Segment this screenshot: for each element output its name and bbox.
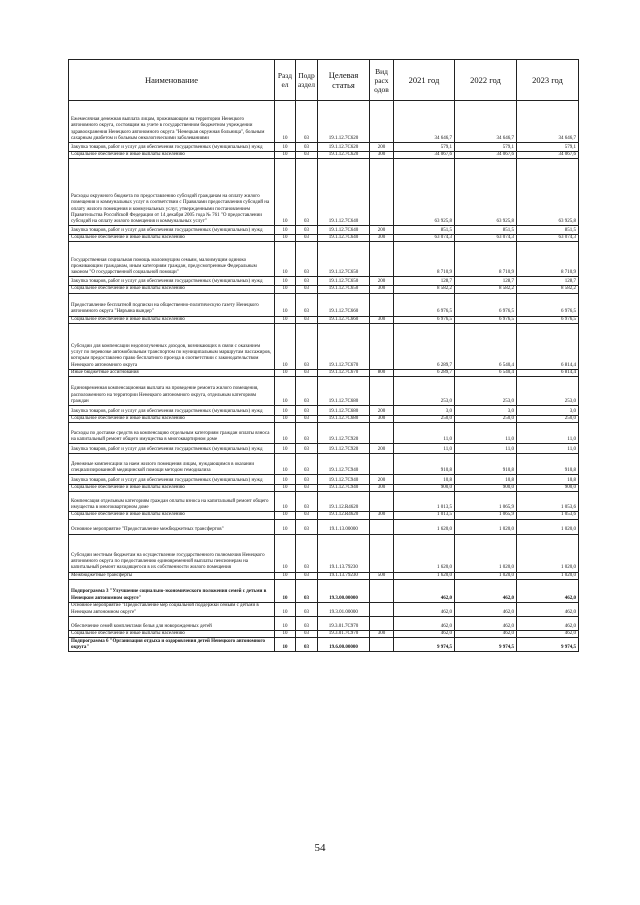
row-razdel: 10 [275, 143, 296, 152]
row-value-2023: 1 053,6 [517, 492, 579, 512]
row-expense-type: 200 [370, 226, 394, 235]
row-podrazdel: 03 [296, 616, 318, 630]
row-value-2022: 34 067,6 [455, 152, 517, 159]
row-name: Социальное обеспечение и иные выплаты населению [69, 512, 275, 519]
row-value-2022: 10,8 [455, 475, 517, 485]
row-value-2023: 63 074,3 [517, 235, 579, 242]
table-row [69, 630, 579, 637]
table-row [69, 416, 579, 423]
table-row [69, 616, 579, 630]
table-row [69, 454, 579, 475]
row-target-article: 19.1.12.7С640 [318, 159, 370, 226]
row-podrazdel: 03 [296, 485, 318, 492]
row-value-2021: 128,7 [394, 277, 455, 286]
row-razdel: 10 [275, 519, 296, 534]
row-razdel: 10 [275, 152, 296, 159]
row-name: Социальное обеспечение и иные выплаты населению [69, 316, 275, 323]
table-row [69, 235, 579, 242]
row-target-article: 19.1.12.7С640 [318, 235, 370, 242]
budget-table [68, 59, 579, 652]
page-number: 54 [314, 842, 326, 854]
row-expense-type [370, 242, 394, 277]
table-row [69, 377, 579, 406]
row-target-article: 19.1.12.7С620 [318, 101, 370, 143]
row-value-2021: 63 925,8 [394, 159, 455, 226]
row-value-2021: 851,5 [394, 226, 455, 235]
row-podrazdel: 03 [296, 602, 318, 616]
table-row [69, 323, 579, 369]
row-value-2023: 910,8 [517, 454, 579, 475]
row-name: Социальное обеспечение и иные выплаты населению [69, 630, 275, 637]
row-target-article: 19.1.12.7С660 [318, 316, 370, 323]
row-value-2021: 462,0 [394, 602, 455, 616]
row-value-2023: 9 974,5 [517, 638, 579, 652]
row-value-2022: 579,1 [455, 143, 517, 152]
col-header-name: Наименование [69, 60, 275, 101]
row-expense-type [370, 423, 394, 444]
row-value-2021: 1 620,0 [394, 534, 455, 572]
row-value-2022: 11,0 [455, 423, 517, 444]
row-value-2022: 462,0 [455, 579, 517, 602]
row-podrazdel: 03 [296, 323, 318, 369]
row-value-2021: 1 013,5 [394, 492, 455, 512]
row-target-article: 19.1.12.R4620 [318, 492, 370, 512]
row-value-2023: 1 020,0 [517, 534, 579, 572]
row-value-2023: 462,0 [517, 579, 579, 602]
row-podrazdel: 03 [296, 512, 318, 519]
row-value-2022: 6 976,5 [455, 293, 517, 316]
row-expense-type [370, 638, 394, 652]
row-target-article: 19.1.12.R4620 [318, 512, 370, 519]
table-row [69, 534, 579, 572]
row-value-2023: 250,0 [517, 416, 579, 423]
row-name: Расходы окружного бюджета по предоставлению субсидий гражданам на оплату жилого помещения и коммунальных услуг в соответствии с Правилами предоставления субсидий на оплату жилого помещения и коммунальных услуг, утвержденными постановлением Правительства Российской Федерации от 14 декабря 2005 года № 761 "О предоставлении субсидий на оплату жилого помещения и коммунальных услуг" [69, 159, 275, 226]
table-body [69, 101, 579, 652]
row-value-2021: 34 646,7 [394, 101, 455, 143]
row-value-2021: 11,0 [394, 423, 455, 444]
row-expense-type: 300 [370, 630, 394, 637]
table-row [69, 519, 579, 534]
row-value-2021: 1 620,0 [394, 572, 455, 579]
row-razdel: 10 [275, 406, 296, 416]
row-value-2022: 63 925,8 [455, 159, 517, 226]
row-podrazdel: 03 [296, 235, 318, 242]
row-value-2021: 34 067,6 [394, 152, 455, 159]
row-value-2021: 6 289,7 [394, 323, 455, 369]
table-row [69, 316, 579, 323]
row-razdel: 10 [275, 293, 296, 316]
row-value-2022: 6 540,4 [455, 323, 517, 369]
row-target-article: 19.1.12.7С650 [318, 242, 370, 277]
row-target-article: 19.1.12.7С620 [318, 152, 370, 159]
row-razdel: 10 [275, 377, 296, 406]
row-podrazdel: 03 [296, 638, 318, 652]
row-name: Основное мероприятие "Предоставление межбюджетных трансфертов" [69, 519, 275, 534]
row-podrazdel: 03 [296, 534, 318, 572]
row-value-2023: 6 814,4 [517, 323, 579, 369]
row-value-2022: 1 020,0 [455, 519, 517, 534]
row-value-2022: 250,0 [455, 416, 517, 423]
row-expense-type: 300 [370, 485, 394, 492]
row-value-2022: 851,5 [455, 226, 517, 235]
row-name: Закупка товаров, работ и услуг для обеспечения государственных (муниципальных) нужд [69, 143, 275, 152]
table-row [69, 159, 579, 226]
row-value-2021: 3,0 [394, 406, 455, 416]
row-value-2022: 34 646,7 [455, 101, 517, 143]
table-row [69, 572, 579, 579]
row-target-article: 19.1.12.7С650 [318, 286, 370, 293]
row-expense-type [370, 454, 394, 475]
row-expense-type: 500 [370, 572, 394, 579]
row-value-2021: 63 074,3 [394, 235, 455, 242]
row-razdel: 10 [275, 101, 296, 143]
row-expense-type [370, 579, 394, 602]
row-name: Закупка товаров, работ и услуг для обеспечения государственных (муниципальных) нужд [69, 444, 275, 454]
row-value-2021: 250,0 [394, 416, 455, 423]
row-target-article: 19.1.12.7С640 [318, 226, 370, 235]
row-razdel: 10 [275, 286, 296, 293]
row-target-article: 19.1.12.7С620 [318, 143, 370, 152]
row-value-2021: 462,0 [394, 616, 455, 630]
row-value-2023: 579,1 [517, 143, 579, 152]
row-value-2022: 128,7 [455, 277, 517, 286]
row-expense-type: 300 [370, 152, 394, 159]
row-podrazdel: 03 [296, 369, 318, 376]
row-target-article: 19.1.12.7С920 [318, 423, 370, 444]
row-value-2023: 128,7 [517, 277, 579, 286]
row-podrazdel: 03 [296, 416, 318, 423]
row-podrazdel: 03 [296, 159, 318, 226]
table-row [69, 423, 579, 444]
row-value-2023: 11,0 [517, 423, 579, 444]
row-expense-type: 200 [370, 143, 394, 152]
row-value-2022: 8 582,2 [455, 286, 517, 293]
row-razdel: 10 [275, 323, 296, 369]
col-header-2021: 2021 год [394, 60, 455, 101]
row-value-2021: 11,0 [394, 444, 455, 454]
row-expense-type [370, 519, 394, 534]
table-row [69, 101, 579, 143]
table-row [69, 579, 579, 602]
row-expense-type [370, 101, 394, 143]
row-target-article: 19.1.13.79230 [318, 534, 370, 572]
row-podrazdel: 03 [296, 226, 318, 235]
row-expense-type: 300 [370, 286, 394, 293]
row-podrazdel: 03 [296, 293, 318, 316]
row-target-article: 19.1.12.7С920 [318, 444, 370, 454]
row-value-2021: 910,8 [394, 454, 455, 475]
row-razdel: 10 [275, 512, 296, 519]
row-value-2021: 462,0 [394, 630, 455, 637]
row-name: Единовременная компенсационная выплата на проведение ремонта жилого помещения, расположенного на территории Ненецкого автономного округа, отдельным категориям граждан [69, 377, 275, 406]
row-expense-type [370, 377, 394, 406]
table-row [69, 492, 579, 512]
row-name: Расходы по доставке средств на компенсацию отдельным категориям граждан оплаты взноса на капитальный ремонт общего имущества в многоквартирном доме [69, 423, 275, 444]
row-expense-type [370, 492, 394, 512]
row-expense-type: 300 [370, 512, 394, 519]
table-row [69, 369, 579, 376]
row-name: Обеспечение семей комплектами белья для новорожденных детей [69, 616, 275, 630]
row-razdel: 10 [275, 602, 296, 616]
row-value-2023: 34 067,6 [517, 152, 579, 159]
row-value-2022: 6 540,4 [455, 369, 517, 376]
row-name: Ежемесячная денежная выплата лицам, проживающим на территории Ненецкого автономного округа, состоящим на учете в государственном бюджетном учреждении здравоохранения Ненецкого автономного округа "Ненецкая окружная больница", больным сахарным диабетом и больным онкологическими заболеваниями [69, 101, 275, 143]
row-razdel: 10 [275, 485, 296, 492]
row-name: Иные бюджетные ассигнования [69, 369, 275, 376]
row-value-2022: 1 020,0 [455, 572, 517, 579]
row-value-2022: 63 074,3 [455, 235, 517, 242]
row-value-2023: 10,8 [517, 475, 579, 485]
row-value-2023: 6 976,5 [517, 316, 579, 323]
table-row [69, 286, 579, 293]
row-name: Основное мероприятие "Предоставление мер социальной поддержки семьям с детьми в Ненецком автономном округе" [69, 602, 275, 616]
row-value-2023: 8 710,9 [517, 242, 579, 277]
row-podrazdel: 03 [296, 152, 318, 159]
row-expense-type: 300 [370, 416, 394, 423]
row-expense-type [370, 534, 394, 572]
row-target-article: 19.1.12.7С660 [318, 293, 370, 316]
row-value-2023: 900,0 [517, 485, 579, 492]
row-value-2021: 579,1 [394, 143, 455, 152]
row-value-2022: 1 020,0 [455, 534, 517, 572]
row-name: Социальное обеспечение и иные выплаты населению [69, 416, 275, 423]
row-podrazdel: 03 [296, 377, 318, 406]
row-expense-type [370, 616, 394, 630]
row-target-article: 19.1.12.7С650 [318, 277, 370, 286]
row-target-article: 19.1.12.7С670 [318, 323, 370, 369]
table-header-row [69, 60, 579, 101]
row-name: Межбюджетные трансферты [69, 572, 275, 579]
table-row [69, 152, 579, 159]
row-podrazdel: 03 [296, 572, 318, 579]
table-row [69, 512, 579, 519]
row-razdel: 10 [275, 579, 296, 602]
row-name: Социальное обеспечение и иные выплаты населению [69, 152, 275, 159]
row-name: Субсидии местным бюджетам на осуществление государственного полномочия Ненецкого автономного округа по предоставлению единовременной выплаты пенсионерам на капитальный ремонт находящегося в их собственности жилого помещения [69, 534, 275, 572]
row-value-2022: 462,0 [455, 616, 517, 630]
row-value-2022: 11,0 [455, 444, 517, 454]
row-name: Закупка товаров, работ и услуг для обеспечения государственных (муниципальных) нужд [69, 475, 275, 485]
row-name: Закупка товаров, работ и услуг для обеспечения государственных (муниципальных) нужд [69, 277, 275, 286]
row-podrazdel: 03 [296, 630, 318, 637]
row-podrazdel: 03 [296, 406, 318, 416]
row-razdel: 10 [275, 423, 296, 444]
row-value-2022: 1 065,9 [455, 492, 517, 512]
row-expense-type [370, 323, 394, 369]
row-razdel: 10 [275, 572, 296, 579]
row-value-2021: 8 710,9 [394, 242, 455, 277]
row-razdel: 10 [275, 159, 296, 226]
row-target-article: 19.3.00.00000 [318, 579, 370, 602]
row-target-article: 19.1.12.7С670 [318, 369, 370, 376]
row-value-2023: 6 976,5 [517, 293, 579, 316]
row-target-article: 19.1.12.7С680 [318, 377, 370, 406]
row-value-2023: 253,0 [517, 377, 579, 406]
row-target-article: 19.1.12.7С940 [318, 485, 370, 492]
row-expense-type: 200 [370, 444, 394, 454]
row-podrazdel: 03 [296, 444, 318, 454]
row-value-2021: 1 013,5 [394, 512, 455, 519]
row-name: Государственная социальная помощь малоимущим семьям, малоимущим одиноко проживающим гражданам, иным категориям граждан, предусмотренные Федеральным законом "О государственной социальной помощи" [69, 242, 275, 277]
row-podrazdel: 03 [296, 454, 318, 475]
row-expense-type [370, 602, 394, 616]
row-razdel: 10 [275, 534, 296, 572]
table-row [69, 242, 579, 277]
row-value-2021: 253,0 [394, 377, 455, 406]
table-row [69, 277, 579, 286]
row-value-2023: 462,0 [517, 630, 579, 637]
table-row [69, 602, 579, 616]
row-expense-type: 200 [370, 475, 394, 485]
row-value-2021: 6 976,5 [394, 316, 455, 323]
row-podrazdel: 03 [296, 101, 318, 143]
row-value-2021: 9 974,5 [394, 638, 455, 652]
row-expense-type: 200 [370, 277, 394, 286]
row-value-2021: 462,0 [394, 579, 455, 602]
row-name: Предоставление бесплатной подписки на общественно-политическую газету Ненецкого автономного округа "Няръяна вындер" [69, 293, 275, 316]
row-value-2021: 10,8 [394, 475, 455, 485]
row-value-2023: 1 020,0 [517, 572, 579, 579]
row-razdel: 10 [275, 416, 296, 423]
row-podrazdel: 03 [296, 277, 318, 286]
row-value-2023: 851,5 [517, 226, 579, 235]
row-name: Закупка товаров, работ и услуг для обеспечения государственных (муниципальных) нужд [69, 406, 275, 416]
row-value-2023: 1 053,6 [517, 512, 579, 519]
row-target-article: 19.1.12.7С680 [318, 406, 370, 416]
row-name: Социальное обеспечение и иные выплаты населению [69, 485, 275, 492]
row-value-2022: 1 065,9 [455, 512, 517, 519]
row-podrazdel: 03 [296, 492, 318, 512]
row-razdel: 10 [275, 369, 296, 376]
table-row [69, 293, 579, 316]
row-value-2021: 1 620,0 [394, 519, 455, 534]
row-razdel: 10 [275, 492, 296, 512]
row-target-article: 19.3.01.7С970 [318, 630, 370, 637]
row-target-article: 19.1.13.79230 [318, 572, 370, 579]
row-name: Социальное обеспечение и иные выплаты населению [69, 235, 275, 242]
row-value-2021: 900,0 [394, 485, 455, 492]
row-value-2022: 253,0 [455, 377, 517, 406]
row-value-2023: 6 814,4 [517, 369, 579, 376]
row-name: Субсидии для компенсации недополученных доходов, возникающих в связи с оказанием услуг по перевозке автомобильным транспортом по муниципальным маршрутам пассажиров, которым предоставлено право бесплатного проезда в соответствии с законодательством Ненецкого автономного округа [69, 323, 275, 369]
col-header-podrazdel: Подр аздел [296, 60, 318, 101]
row-podrazdel: 03 [296, 423, 318, 444]
row-razdel: 10 [275, 242, 296, 277]
row-expense-type: 300 [370, 316, 394, 323]
row-razdel: 10 [275, 454, 296, 475]
row-target-article: 19.1.13.00000 [318, 519, 370, 534]
row-podrazdel: 03 [296, 579, 318, 602]
row-value-2022: 462,0 [455, 602, 517, 616]
row-podrazdel: 03 [296, 519, 318, 534]
row-razdel: 10 [275, 475, 296, 485]
row-target-article: 19.3.01.7С970 [318, 616, 370, 630]
row-razdel: 10 [275, 444, 296, 454]
row-value-2022: 9 974,5 [455, 638, 517, 652]
row-podrazdel: 03 [296, 242, 318, 277]
row-value-2022: 8 710,9 [455, 242, 517, 277]
row-name: Социальное обеспечение и иные выплаты населению [69, 286, 275, 293]
row-expense-type: 200 [370, 406, 394, 416]
row-target-article: 19.1.12.7С940 [318, 475, 370, 485]
row-value-2023: 462,0 [517, 616, 579, 630]
row-expense-type: 800 [370, 369, 394, 376]
table-row [69, 638, 579, 652]
row-razdel: 10 [275, 316, 296, 323]
row-target-article: 19.3.01.00000 [318, 602, 370, 616]
table-row [69, 444, 579, 454]
row-expense-type: 300 [370, 235, 394, 242]
row-value-2023: 34 646,7 [517, 101, 579, 143]
row-podrazdel: 03 [296, 143, 318, 152]
row-razdel: 10 [275, 616, 296, 630]
row-value-2023: 11,0 [517, 444, 579, 454]
row-value-2022: 6 976,5 [455, 316, 517, 323]
table-row [69, 406, 579, 416]
row-value-2021: 6 976,5 [394, 293, 455, 316]
row-razdel: 10 [275, 235, 296, 242]
row-value-2023: 3,0 [517, 406, 579, 416]
row-value-2022: 910,8 [455, 454, 517, 475]
row-target-article: 19.1.12.7С940 [318, 454, 370, 475]
row-podrazdel: 03 [296, 316, 318, 323]
row-name: Денежные компенсации за наем жилого помещения лицам, нуждающимся в оказании специализированной медицинской помощи методом гемодиализа [69, 454, 275, 475]
row-podrazdel: 03 [296, 475, 318, 485]
row-name: Подпрограмма 6 "Организация отдыха и оздоровления детей Ненецкого автономного округа" [69, 638, 275, 652]
row-name: Закупка товаров, работ и услуг для обеспечения государственных (муниципальных) нужд [69, 226, 275, 235]
row-expense-type [370, 293, 394, 316]
row-value-2023: 462,0 [517, 602, 579, 616]
row-value-2023: 63 925,8 [517, 159, 579, 226]
row-target-article: 19.1.12.7С680 [318, 416, 370, 423]
row-value-2023: 8 582,2 [517, 286, 579, 293]
table-row [69, 226, 579, 235]
col-header-target-article: Целевая статья [318, 60, 370, 101]
row-name: Подпрограмма 3 "Улучшение социально-экономического положения семей с детьми в Ненецком автономном округе" [69, 579, 275, 602]
table-row [69, 475, 579, 485]
row-value-2023: 1 020,0 [517, 519, 579, 534]
row-razdel: 10 [275, 226, 296, 235]
row-value-2021: 6 289,7 [394, 369, 455, 376]
row-value-2022: 3,0 [455, 406, 517, 416]
row-razdel: 10 [275, 277, 296, 286]
row-expense-type [370, 159, 394, 226]
row-value-2022: 900,0 [455, 485, 517, 492]
row-name: Компенсация отдельным категориям граждан оплаты взноса на капитальный ремонт общего имущества в многоквартирном доме [69, 492, 275, 512]
col-header-2023: 2023 год [517, 60, 579, 101]
row-value-2022: 462,0 [455, 630, 517, 637]
col-header-expense-type: Вид расх одов [370, 60, 394, 101]
row-razdel: 10 [275, 630, 296, 637]
row-target-article: 19.6.00.00000 [318, 638, 370, 652]
col-header-razdel: Разд ел [275, 60, 296, 101]
row-value-2021: 8 582,2 [394, 286, 455, 293]
col-header-2022: 2022 год [455, 60, 517, 101]
table-row [69, 485, 579, 492]
row-razdel: 10 [275, 638, 296, 652]
table-row [69, 143, 579, 152]
row-podrazdel: 03 [296, 286, 318, 293]
